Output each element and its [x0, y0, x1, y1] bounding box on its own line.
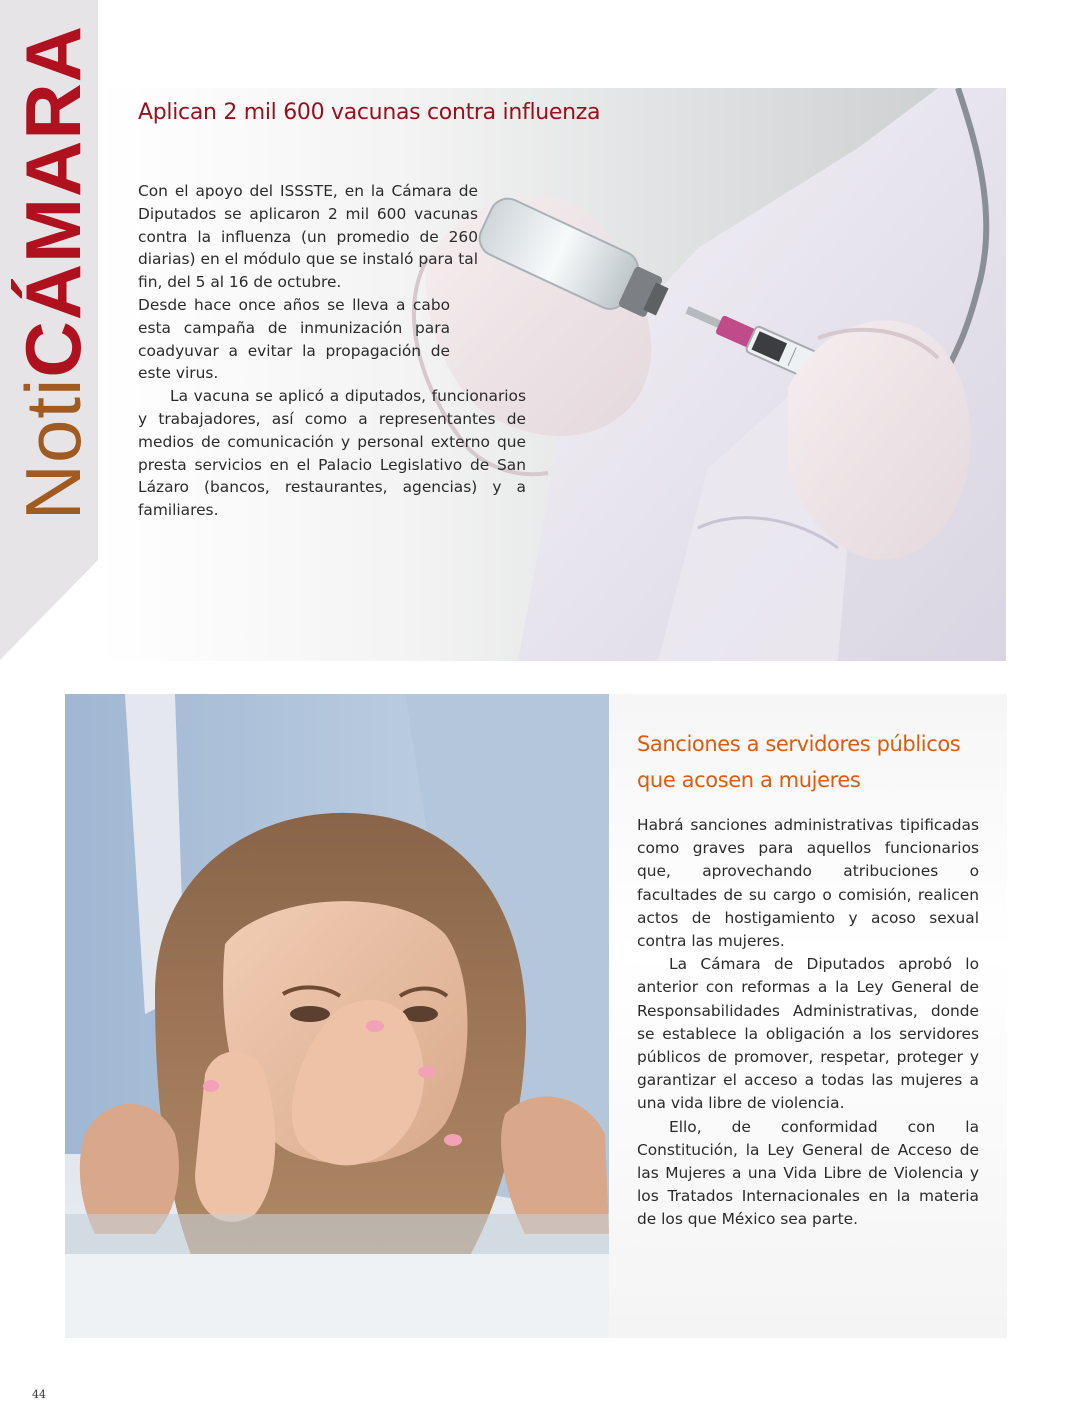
- article-vaccine-headline: Aplican 2 mil 600 vacunas contra influenza: [138, 100, 601, 125]
- paragraph: Con el apoyo del ISSSTE, en la Cámara de Diputados se aplicaron 2 mil 600 vacunas contra la influenza (un promedio de 260 diarias) en el módulo que se instaló para tal fin, del 5 al 16 de octubre.: [138, 182, 478, 292]
- article-sanctions-headline: Sanciones a servidores públicos que acosen a mujeres: [637, 732, 961, 792]
- section-title-camara: CÁMARA: [9, 25, 97, 378]
- article-vaccine: [98, 88, 1006, 661]
- article-sanctions-body: [637, 814, 979, 1232]
- section-title-noti: Noti: [9, 377, 97, 521]
- paragraph: Habrá sanciones administrativas tipificadas como graves para aquellos funcionarios que, aprovechando atribuciones o facultades de su cargo o comisión, realicen actos de hostigamiento y acoso sexual contra las mujeres.: [637, 816, 979, 951]
- paragraph: La Cámara de Diputados aprobó lo anterior con reformas a la Ley General de Responsabilidades Administrativas, donde se establece la obligación a los servidores públicos de promover, respetar, proteger y garantizar el acceso a todas las mujeres a una vida libre de violencia.: [637, 955, 979, 1113]
- paragraph: La vacuna se aplicó a diputados, funcionarios y trabajadores, así como a representantes de medios de comunicación y personal externo que presta servicios en el Palacio Legislativo de San Lázaro (bancos, restaurantes, agencias) y a familiares.: [138, 387, 526, 520]
- article-sanctions: [65, 694, 1007, 1338]
- paragraph: Ello, de conformidad con la Constitución, la Ley General de Acceso de las Mujeres a una Vida Libre de Violencia y los Tratados Internacionales en la materia de los que México sea parte.: [637, 1117, 979, 1229]
- article-vaccine-body: [138, 180, 526, 522]
- paragraph: Desde hace once años se lleva a cabo esta campaña de inmunización para coadyuvar a evitar la propagación de este virus.: [138, 295, 450, 383]
- section-tab-corner: [0, 560, 98, 670]
- harassment-illustration: [65, 694, 609, 1338]
- section-title: [8, 25, 98, 575]
- harassment-photo: [65, 694, 609, 1338]
- page-number: 44: [32, 1388, 46, 1401]
